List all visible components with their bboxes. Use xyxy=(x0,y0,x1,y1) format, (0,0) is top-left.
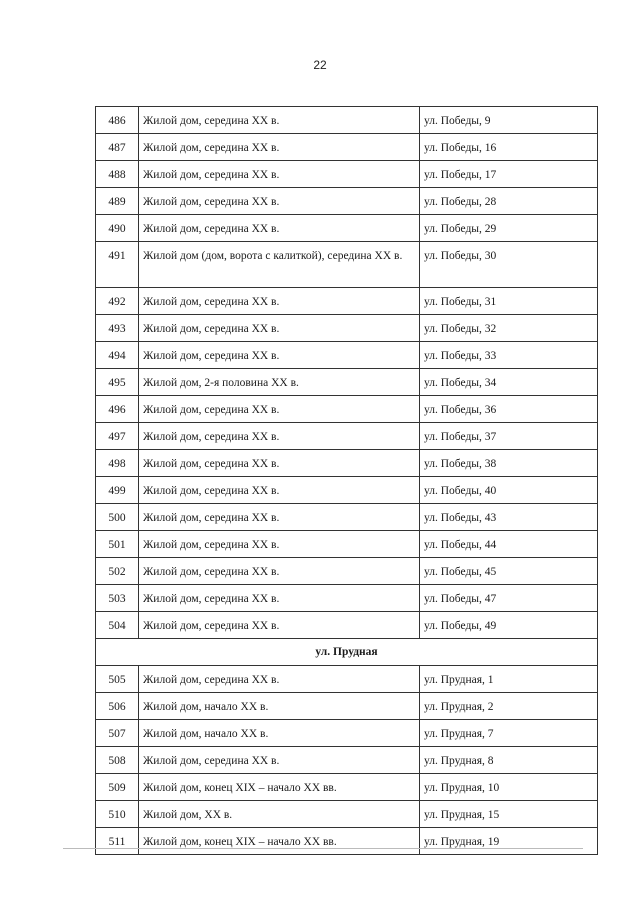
object-name: Жилой дом, начало XX в. xyxy=(139,720,420,747)
row-number: 508 xyxy=(96,747,139,774)
table-row xyxy=(96,720,598,747)
object-name: Жилой дом, середина XX в. xyxy=(139,288,420,315)
row-number: 507 xyxy=(96,720,139,747)
object-name: Жилой дом, конец XIX – начало XX вв. xyxy=(139,774,420,801)
row-number: 498 xyxy=(96,450,139,477)
object-name: Жилой дом, середина XX в. xyxy=(139,747,420,774)
row-number: 495 xyxy=(96,369,139,396)
row-number: 499 xyxy=(96,477,139,504)
object-address: ул. Победы, 37 xyxy=(420,423,598,450)
table-row xyxy=(96,396,598,423)
row-number: 492 xyxy=(96,288,139,315)
object-address: ул. Победы, 32 xyxy=(420,315,598,342)
object-name: Жилой дом, начало XX в. xyxy=(139,693,420,720)
object-name: Жилой дом, середина XX в. xyxy=(139,107,420,134)
object-address: ул. Прудная, 8 xyxy=(420,747,598,774)
table-row xyxy=(96,450,598,477)
row-number: 488 xyxy=(96,161,139,188)
object-address: ул. Прудная, 19 xyxy=(420,828,598,855)
row-number: 491 xyxy=(96,242,139,288)
table-row xyxy=(96,423,598,450)
object-name: Жилой дом, середина XX в. xyxy=(139,161,420,188)
object-address: ул. Победы, 49 xyxy=(420,612,598,639)
object-address: ул. Победы, 31 xyxy=(420,288,598,315)
object-name: Жилой дом, конец XIX – начало XX вв. xyxy=(139,828,420,855)
object-address: ул. Прудная, 1 xyxy=(420,666,598,693)
row-number: 511 xyxy=(96,828,139,855)
page-number: 22 xyxy=(313,58,327,72)
row-number: 503 xyxy=(96,585,139,612)
table-row xyxy=(96,134,598,161)
table-row xyxy=(96,369,598,396)
row-number: 506 xyxy=(96,693,139,720)
object-name: Жилой дом, середина XX в. xyxy=(139,215,420,242)
table-row xyxy=(96,342,598,369)
table-row xyxy=(96,666,598,693)
object-address: ул. Победы, 9 xyxy=(420,107,598,134)
row-number: 486 xyxy=(96,107,139,134)
object-address: ул. Победы, 33 xyxy=(420,342,598,369)
object-address: ул. Прудная, 7 xyxy=(420,720,598,747)
object-name: Жилой дом, середина XX в. xyxy=(139,504,420,531)
table-row xyxy=(96,315,598,342)
row-number: 494 xyxy=(96,342,139,369)
table-row xyxy=(96,558,598,585)
row-number: 505 xyxy=(96,666,139,693)
table-row xyxy=(96,774,598,801)
object-name: Жилой дом, середина XX в. xyxy=(139,188,420,215)
row-number: 501 xyxy=(96,531,139,558)
object-address: ул. Победы, 17 xyxy=(420,161,598,188)
object-name: Жилой дом, 2-я половина XX в. xyxy=(139,369,420,396)
table-row xyxy=(96,828,598,855)
table-body xyxy=(96,107,598,855)
table-row xyxy=(96,242,598,288)
object-name: Жилой дом, середина XX в. xyxy=(139,315,420,342)
object-address: ул. Победы, 38 xyxy=(420,450,598,477)
row-number: 493 xyxy=(96,315,139,342)
table-row xyxy=(96,477,598,504)
row-number: 510 xyxy=(96,801,139,828)
row-number: 496 xyxy=(96,396,139,423)
table-row xyxy=(96,693,598,720)
monuments-table xyxy=(95,106,598,855)
table-row xyxy=(96,531,598,558)
row-number: 497 xyxy=(96,423,139,450)
row-number: 490 xyxy=(96,215,139,242)
object-name: Жилой дом, середина XX в. xyxy=(139,342,420,369)
object-name: Жилой дом, середина XX в. xyxy=(139,450,420,477)
object-address: ул. Победы, 34 xyxy=(420,369,598,396)
object-address: ул. Победы, 28 xyxy=(420,188,598,215)
object-address: ул. Победы, 30 xyxy=(420,242,598,288)
object-address: ул. Победы, 16 xyxy=(420,134,598,161)
object-name: Жилой дом, середина XX в. xyxy=(139,531,420,558)
table-row xyxy=(96,747,598,774)
object-name: Жилой дом, середина XX в. xyxy=(139,558,420,585)
table-row xyxy=(96,188,598,215)
object-address: ул. Прудная, 2 xyxy=(420,693,598,720)
row-number: 509 xyxy=(96,774,139,801)
section-title: ул. Прудная xyxy=(96,639,598,666)
table-row xyxy=(96,504,598,531)
object-address: ул. Прудная, 10 xyxy=(420,774,598,801)
object-name: Жилой дом, середина XX в. xyxy=(139,612,420,639)
object-name: Жилой дом, XX в. xyxy=(139,801,420,828)
table-row xyxy=(96,801,598,828)
object-address: ул. Победы, 40 xyxy=(420,477,598,504)
row-number: 502 xyxy=(96,558,139,585)
table-row xyxy=(96,585,598,612)
table-row xyxy=(96,107,598,134)
object-name: Жилой дом (дом, ворота с калиткой), середина XX в. xyxy=(139,242,420,288)
table-row xyxy=(96,161,598,188)
table-row xyxy=(96,612,598,639)
object-address: ул. Победы, 43 xyxy=(420,504,598,531)
section-row xyxy=(96,639,598,666)
object-address: ул. Победы, 29 xyxy=(420,215,598,242)
row-number: 500 xyxy=(96,504,139,531)
scan-edge-line xyxy=(63,848,583,849)
object-name: Жилой дом, середина XX в. xyxy=(139,585,420,612)
object-name: Жилой дом, середина XX в. xyxy=(139,666,420,693)
object-name: Жилой дом, середина XX в. xyxy=(139,396,420,423)
row-number: 504 xyxy=(96,612,139,639)
row-number: 487 xyxy=(96,134,139,161)
object-address: ул. Победы, 45 xyxy=(420,558,598,585)
row-number: 489 xyxy=(96,188,139,215)
object-name: Жилой дом, середина XX в. xyxy=(139,134,420,161)
table-row xyxy=(96,215,598,242)
table-row xyxy=(96,288,598,315)
object-address: ул. Победы, 44 xyxy=(420,531,598,558)
object-name: Жилой дом, середина XX в. xyxy=(139,423,420,450)
object-address: ул. Победы, 36 xyxy=(420,396,598,423)
object-address: ул. Прудная, 15 xyxy=(420,801,598,828)
object-address: ул. Победы, 47 xyxy=(420,585,598,612)
object-name: Жилой дом, середина XX в. xyxy=(139,477,420,504)
